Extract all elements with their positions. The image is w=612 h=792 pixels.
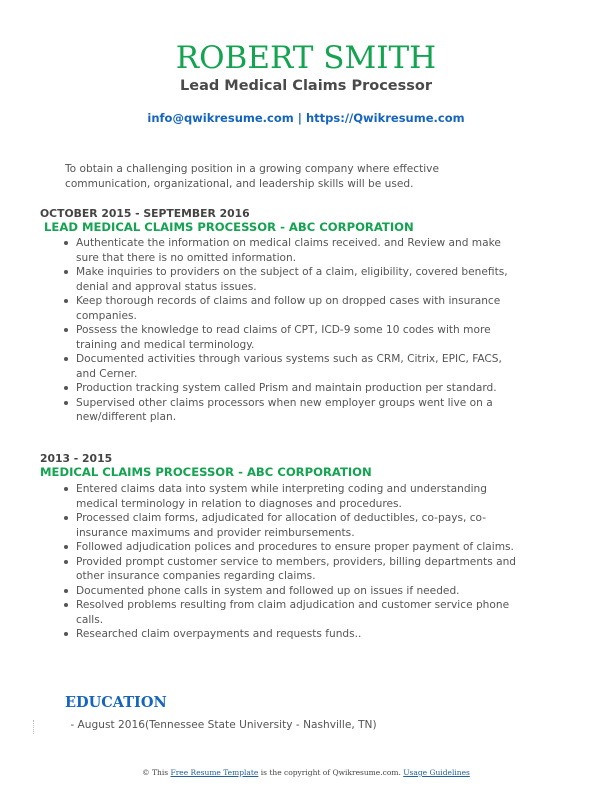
list-item: Resolved problems resulting from claim adjudication and customer service phone calls. — [62, 598, 522, 627]
candidate-name: ROBERT SMITH — [175, 40, 437, 76]
list-item: Followed adjudication polices and procedures to ensure proper payment of claims. — [62, 540, 522, 555]
list-item: Documented activities through various systems such as CRM, Citrix, EPIC, FACS, and Cerner. — [62, 352, 522, 381]
list-item: Production tracking system called Prism and maintain production per standard. — [62, 381, 522, 396]
email-link[interactable]: info@qwikresume.com — [147, 111, 294, 125]
list-item: Keep thorough records of claims and follow up on dropped cases with insurance companies. — [62, 294, 522, 323]
footer-prefix: © This — [142, 768, 171, 777]
education-heading: EDUCATION — [65, 694, 167, 711]
list-item: Processed claim forms, adjudicated for allocation of deductibles, co-pays, co-insurance maximums and provider reimbursements. — [62, 511, 522, 540]
contact-line — [0, 111, 612, 125]
objective-text: To obtain a challenging position in a growing company where effective communication, organizational, and leadership skills will be used. — [65, 163, 439, 190]
candidate-title: Lead Medical Claims Processor — [180, 78, 432, 94]
list-item: Documented phone calls in system and followed up on issues if needed. — [62, 584, 522, 599]
list-item: Supervised other claims processors when new employer groups went live on a new/different plan. — [62, 396, 522, 425]
job-bullets — [62, 482, 522, 642]
contact-separator: | — [293, 111, 306, 125]
list-item: Possess the knowledge to read claims of CPT, ICD-9 some 10 codes with more training and medical terminology. — [62, 323, 522, 352]
list-item: Authenticate the information on medical claims received. and Review and make sure that there is no omitted information. — [62, 236, 522, 265]
footer-middle: is the copyright of Qwikresume.com. — [258, 768, 404, 777]
job-date: 2013 - 2015 — [40, 452, 113, 465]
job-bullets — [62, 236, 522, 425]
list-item: Make inquiries to providers on the subject of a claim, eligibility, covered benefits, denial and approval status issues. — [62, 265, 522, 294]
job-title: MEDICAL CLAIMS PROCESSOR - ABC CORPORATION — [40, 465, 372, 479]
usage-guidelines-link[interactable]: Usage Guidelines — [403, 768, 470, 777]
list-item: Entered claims data into system while interpreting coding and understanding medical terminology in relation to diagnoses and procedures. — [62, 482, 522, 511]
divider — [33, 720, 35, 734]
list-item: Researched claim overpayments and requests funds.. — [62, 627, 522, 642]
job-date: OCTOBER 2015 - SEPTEMBER 2016 — [40, 207, 250, 220]
website-link[interactable]: https://Qwikresume.com — [305, 111, 465, 125]
footer — [0, 768, 612, 777]
free-resume-template-link[interactable]: Free Resume Template — [170, 768, 259, 777]
list-item: Provided prompt customer service to members, providers, billing departments and other insurance companies regarding claims. — [62, 555, 522, 584]
education-entry: - August 2016(Tennessee State University - Nashville, TN) — [67, 719, 377, 731]
job-title: LEAD MEDICAL CLAIMS PROCESSOR - ABC CORPORATION — [40, 220, 414, 234]
